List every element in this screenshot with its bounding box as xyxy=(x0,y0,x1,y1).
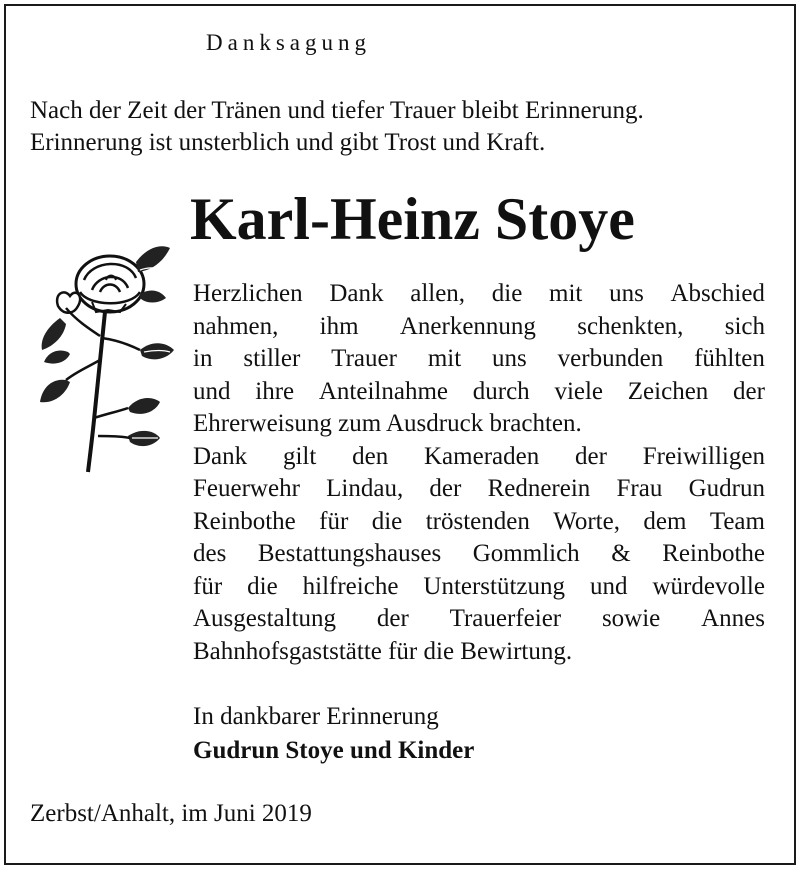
rose-icon xyxy=(36,240,176,480)
text-line: Dank gilt den Kameraden der Freiwilligen xyxy=(193,442,765,470)
intro-line: Erinnerung ist unsterblich und gibt Trost und Kraft. xyxy=(30,129,546,156)
text-line: in stiller Trauer mit uns verbunden fühlten xyxy=(193,345,765,372)
closing-block xyxy=(193,700,474,768)
text-line: des Bestattungshauses Gommlich & Reinbothe xyxy=(193,540,765,567)
place-date: Zerbst/Anhalt, im Juni 2019 xyxy=(30,800,312,827)
text-line: nahmen, ihm Anerkennung schenkten, sich xyxy=(193,312,765,340)
text-line: und ihre Anteilnahme durch viele Zeichen der xyxy=(193,377,765,405)
text-line: Reinbothe für die tröstenden Worte, dem Team xyxy=(193,507,765,535)
deceased-name: Karl-Heinz Stoye xyxy=(190,186,635,252)
intro-verse xyxy=(30,95,770,159)
text-line: Bahnhofsgaststätte für die Bewirtung. xyxy=(193,637,573,665)
text-line: Feuerwehr Lindau, der Rednerein Frau Gudrun xyxy=(193,475,765,502)
text-line: für die hilfreiche Unterstützung und würdevolle xyxy=(193,572,765,600)
notice-heading: Danksagung xyxy=(206,30,371,55)
closing-phrase: In dankbarer Erinnerung xyxy=(193,703,439,730)
text-line: Ehrerweisung zum Ausdruck brachten. xyxy=(193,410,582,437)
intro-line: Nach der Zeit der Tränen und tiefer Trauer bleibt Erinnerung. xyxy=(30,97,644,124)
text-line: Ausgestaltung der Trauerfeier sowie Annes xyxy=(193,605,765,632)
thanks-text xyxy=(193,278,765,668)
text-line: Herzlichen Dank allen, die mit uns Abschied xyxy=(193,280,765,307)
signer-names: Gudrun Stoye und Kinder xyxy=(193,737,475,764)
